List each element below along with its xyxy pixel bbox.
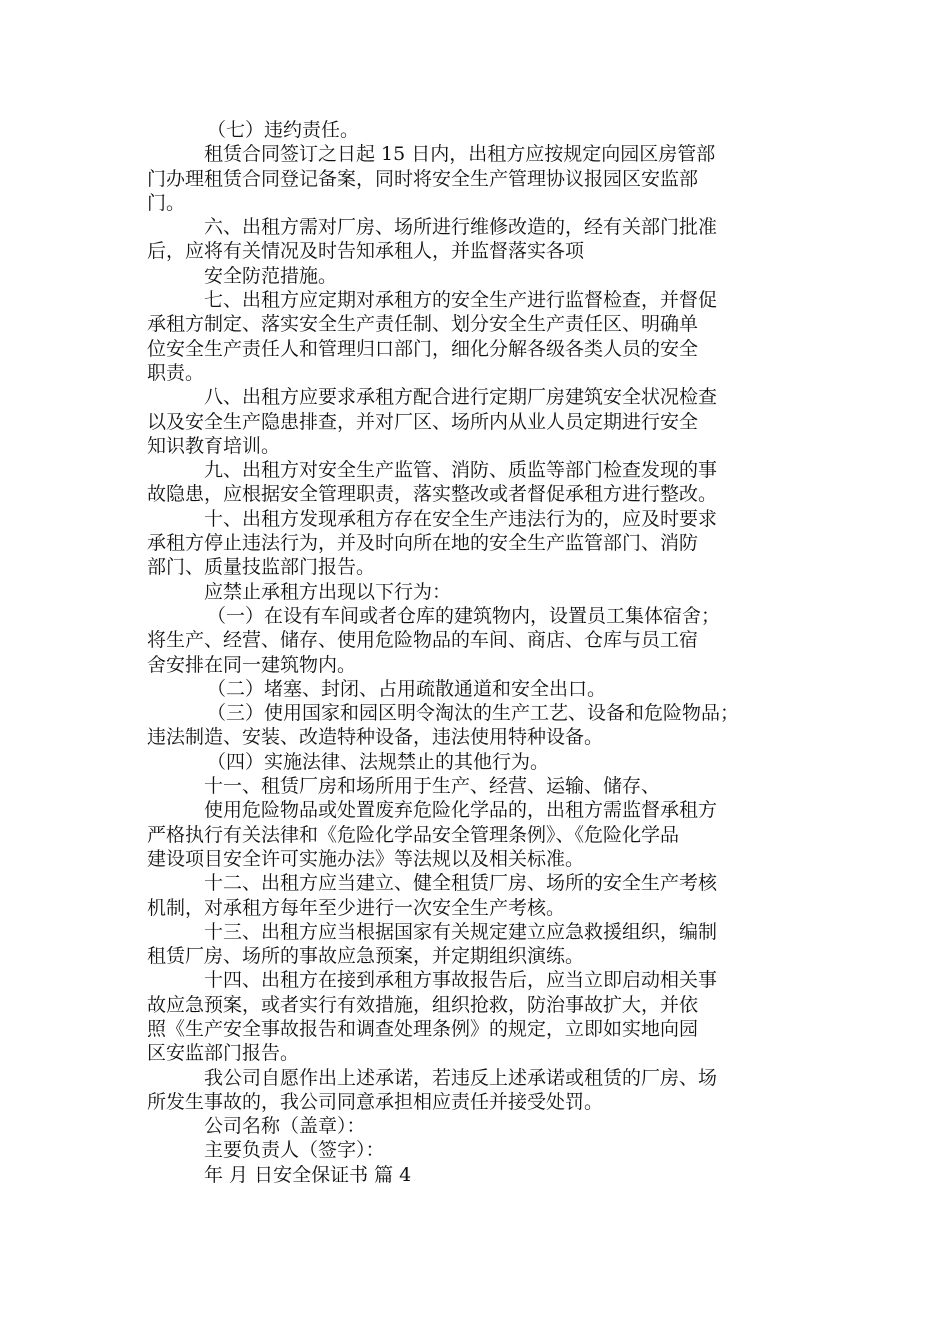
text-line: 机制，对承租方每年至少进行一次安全生产考核。	[147, 896, 566, 919]
text-line: 职责。	[147, 361, 205, 384]
text-line: （三）使用国家和园区明令淘汰的生产工艺、设备和危险物品；	[207, 702, 740, 725]
text-line: 我公司自愿作出上述承诺，若违反上述承诺或租赁的厂房、场	[204, 1066, 718, 1089]
text-line: 区安监部门报告。	[147, 1042, 300, 1065]
text-line: （二）堵塞、封闭、占用疏散通道和安全出口。	[207, 677, 607, 700]
text-line: 建设项目安全许可实施办法》等法规以及相关标准。	[147, 847, 585, 870]
text-line: 所发生事故的，我公司同意承担相应责任并接受处罚。	[147, 1090, 604, 1113]
text-line: 承租方制定、落实安全生产责任制、划分安全生产责任区、明确单	[147, 313, 699, 336]
text-line: （七）违约责任。	[207, 119, 360, 141]
text-line: 知识教育培训。	[147, 434, 281, 457]
text-line: 故隐患，应根据安全管理职责，落实整改或者督促承租方进行整改。	[147, 483, 718, 506]
date-line: 年 月 日安全保证书 篇 4	[204, 1163, 412, 1186]
text-line: 违法制造、安装、改造特种设备，违法使用特种设备。	[147, 726, 604, 749]
text-line: 十四、出租方在接到承租方事故报告后，应当立即启动相关事	[204, 969, 718, 992]
text-line: 将生产、经营、储存、使用危险物品的车间、商店、仓库与员工宿	[147, 629, 699, 652]
text-line: 应禁止承租方出现以下行为：	[204, 580, 452, 603]
text-line: （四）实施法律、法规禁止的其他行为。	[207, 750, 550, 773]
company-name-line: 公司名称（盖章）：	[204, 1115, 366, 1138]
text-line: 使用危险物品或处置废弃危险化学品的，出租方需监督承租方	[204, 799, 718, 822]
text-line: 后，应将有关情况及时告知承租人，并监督落实各项	[147, 240, 585, 263]
text-line: 部门、质量技监部门报告。	[147, 556, 376, 579]
text-line: 租赁合同签订之日起 15 日内，出租方应按规定向园区房管部	[204, 143, 716, 166]
text-line: 位安全生产责任人和管理归口部门，细化分解各级各类人员的安全	[147, 337, 699, 360]
text-line: 六、出租方需对厂房、场所进行维修改造的，经有关部门批准	[204, 216, 718, 239]
document-body	[147, 118, 811, 1187]
text-line: 门办理租赁合同登记备案，同时将安全生产管理协议报园区安监部	[147, 167, 699, 190]
text-line: 七、出租方应定期对承租方的安全生产进行监督检查，并督促	[204, 289, 718, 312]
text-line: 照《生产安全事故报告和调查处理条例》的规定，立即如实地向园	[147, 1017, 699, 1040]
signature-line: 主要负责人（签字）：	[204, 1139, 385, 1162]
text-line: 承租方停止违法行为，并及时向所在地的安全生产监管部门、消防	[147, 532, 699, 555]
text-line: 严格执行有关法律和《危险化学品安全管理条例》、《危险化学品	[147, 823, 680, 846]
text-line: （一）在设有车间或者仓库的建筑物内，设置员工集体宿舍；	[207, 604, 721, 627]
text-line: 十、出租方发现承租方存在安全生产违法行为的，应及时要求	[204, 507, 718, 530]
text-line: 十二、出租方应当建立、健全租赁厂房、场所的安全生产考核	[204, 872, 718, 895]
text-line: 舍安排在同一建筑物内。	[147, 653, 357, 676]
text-line: 八、出租方应要求承租方配合进行定期厂房建筑安全状况检查	[204, 386, 718, 409]
text-line: 故应急预案，或者实行有效措施，组织抢救，防治事故扩大，并依	[147, 993, 699, 1016]
text-line: 安全防范措施。	[204, 264, 338, 287]
text-line: 十三、出租方应当根据国家有关规定建立应急救援组织，编制	[204, 920, 718, 943]
text-line: 门。	[147, 191, 186, 214]
text-line: 十一、租赁厂房和场所用于生产、经营、运输、储存、	[204, 775, 661, 798]
text-line: 九、出租方对安全生产监管、消防、质监等部门检查发现的事	[204, 459, 718, 482]
text-line: 租赁厂房、场所的事故应急预案，并定期组织演练。	[147, 945, 585, 968]
text-line: 以及安全生产隐患排查，并对厂区、场所内从业人员定期进行安全	[147, 410, 699, 433]
